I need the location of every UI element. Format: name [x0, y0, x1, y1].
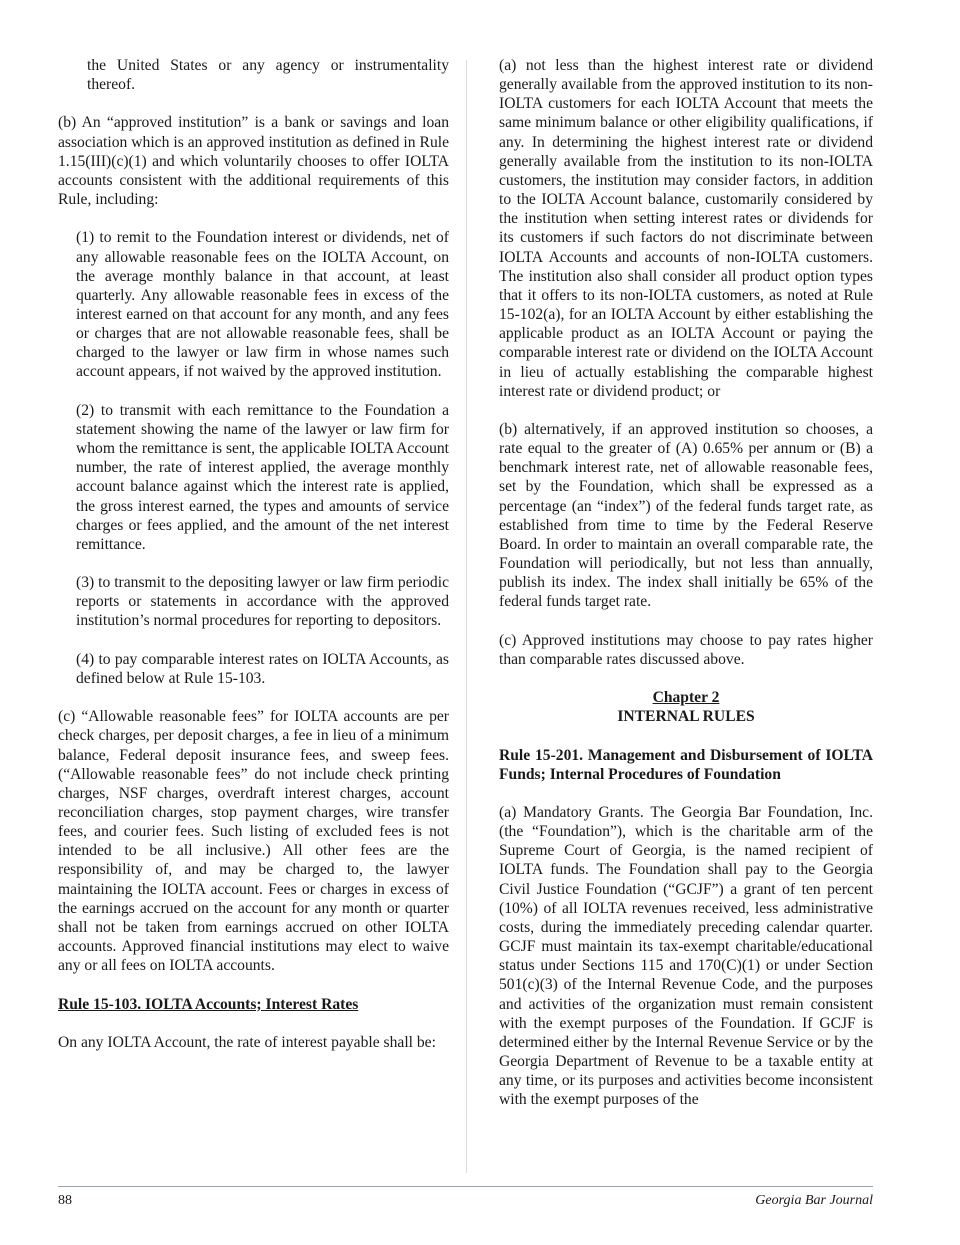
paragraph-approved-institution: (b) An “approved institution” is a bank or savings and loan association which is an approved institution as defined in Rule 1.15(III)(c)(1) and which voluntarily chooses to offer IOLTA accounts consistent with the additional requirements of this Rule, including: [58, 114, 449, 209]
chapter-label: Chapter 2 [652, 689, 720, 707]
paragraph-item-3: (3) to transmit to the depositing lawyer or law firm periodic reports or statements in accordance with the approved institution’s normal procedures for reporting to depositors. [76, 574, 449, 630]
left-column [58, 56, 449, 1071]
paragraph-continuation: the United States or any agency or instrumentality thereof. [87, 57, 449, 94]
chapter-title: INTERNAL RULES [617, 708, 755, 726]
paragraph-interest-payable: On any IOLTA Account, the rate of interest payable shall be: [58, 1033, 436, 1051]
footer-rule [58, 1186, 873, 1187]
paragraph-item-4: (4) to pay comparable interest rates on IOLTA Accounts, as defined below at Rule 15-103. [76, 650, 449, 687]
paragraph-rate-a: (a) not less than the highest interest rate or dividend generally available from the approved institution to its non-IOLTA customers for each IOLTA Account that meets the same minimum balance or other eligibility qualifications, if any. In determining the highest interest rate or dividend generally available from the institution to its non-IOLTA customers, the institution may consider factors, in addition to the IOLTA Account balance, customarily considered by the institution when setting interest rates or dividends for its customers if such factors do not discriminate between IOLTA Accounts and accounts of non-IOLTA customers. The institution also shall consider all product option types that it offers to its non-IOLTA customers, as noted at Rule 15-102(a), for an IOLTA Account by either establishing the applicable product as an IOLTA Account or paying the comparable interest rate or dividend on the IOLTA Account in lieu of actually establishing the comparable highest interest rate or dividend product; or [499, 57, 873, 400]
column-divider [466, 60, 467, 1173]
paragraph-allowable-fees: (c) “Allowable reasonable fees” for IOLTA accounts are per check charges, per deposit charges, a fee in lieu of a minimum balance, Federal deposit insurance fees, and sweep fees. (“Allowable reasonable fees” do not include check printing charges, NSF charges, overdraft interest charges, account reconciliation charges, stop payment charges, wire transfer fees, and courier fees. Such listing of excluded fees is not intended to be all inclusive.) All other fees are the responsibility of, and may be charged to, the lawyer maintaining the IOLTA account. Fees or charges in excess of the earnings accrued on the account for any month or quarter shall not be taken from earnings accrued on other IOLTA accounts. Approved financial institutions may elect to waive any or all fees on IOLTA accounts. [58, 708, 449, 975]
paragraph-rate-b: (b) alternatively, if an approved institution so chooses, a rate equal to the greater of (A) 0.65% per annum or (B) a benchmark interest rate, net of allowable reasonable fees, set by the Foundation, which shall be expressed as a percentage (an “index”) of the federal funds target rate, as established from time to time by the Federal Reserve Board. In order to maintain an overall comparable rate, the Foundation will periodically, but not less than annually, publish its index. The index shall initially be 65% of the federal funds target rate. [499, 420, 873, 611]
paragraph-rate-c: (c) Approved institutions may choose to pay rates higher than comparable rates discussed above. [499, 631, 873, 668]
chapter-heading [499, 688, 873, 726]
rule-heading-15-201: Rule 15-201. Management and Disbursement of IOLTA Funds; Internal Procedures of Foundation [499, 746, 873, 783]
journal-name: Georgia Bar Journal [755, 1193, 873, 1208]
right-column [499, 56, 873, 1129]
paragraph-mandatory-grants: (a) Mandatory Grants. The Georgia Bar Foundation, Inc. (the “Foundation”), which is the charitable arm of the Supreme Court of Georgia, is the named recipient of IOLTA funds. The Foundation shall pay to the Georgia Civil Justice Foundation (“GCJF”) a grant of ten percent (10%) of all IOLTA revenues received, less administrative costs, during the immediately preceding calendar quarter. GCJF must maintain its tax-exempt charitable/educational status under Sections 115 and 170(C)(1) or under Section 501(c)(3) of the Internal Revenue Code, and the purposes and activities of the organization must remain consistent with the exempt purposes of the Foundation. If GCJF is determined either by the Internal Revenue Service or by the Georgia Department of Revenue to be a taxable entity at any time, or its purposes and activities become inconsistent with the exempt purposes of the [499, 804, 873, 1109]
rule-heading-15-103: Rule 15-103. IOLTA Accounts; Interest Rates [58, 995, 359, 1013]
paragraph-item-1: (1) to remit to the Foundation interest or dividends, net of any allowable reasonable fees on the IOLTA Account, on the average monthly balance in that account, at least quarterly. Any allowable reasonable fees in excess of the interest earned on that account for any month, and any fees or charges that are not allowable reasonable fees, shall be charged to the lawyer or law firm in whose names such account appears, if not waived by the approved institution. [76, 229, 449, 381]
page-number: 88 [58, 1193, 72, 1208]
paragraph-item-2: (2) to transmit with each remittance to the Foundation a statement showing the name of the lawyer or law firm for whom the remittance is sent, the applicable IOLTA Account number, the rate of interest applied, the average monthly account balance against which the interest rate is applied, the gross interest earned, the types and amounts of service charges or fees applied, and the amount of the net interest remittance. [76, 401, 449, 553]
